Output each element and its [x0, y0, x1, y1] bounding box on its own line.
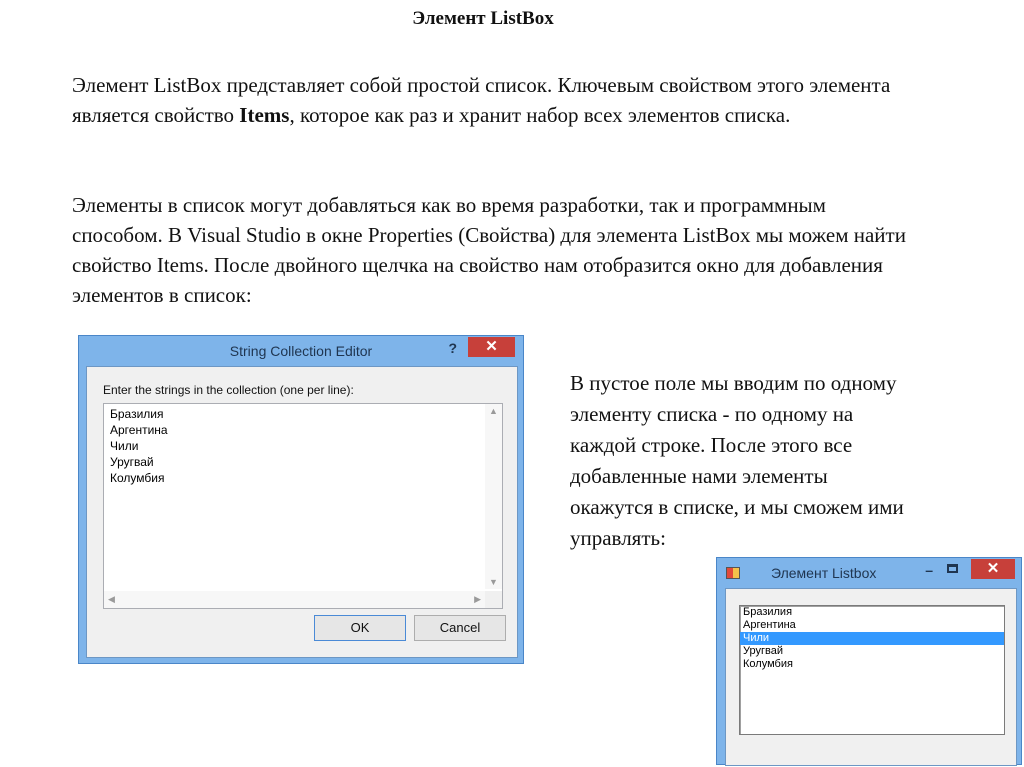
listbox-item[interactable]: Бразилия: [743, 606, 793, 618]
editor-prompt-label: Enter the strings in the collection (one per line):: [103, 383, 354, 397]
intro-items-term: Items: [239, 103, 290, 127]
scrollbar-corner: [485, 591, 502, 608]
strings-lines: [104, 406, 168, 486]
scroll-up-icon[interactable]: ▲: [489, 406, 498, 416]
string-collection-editor-dialog: [78, 335, 524, 664]
editor-line: Аргентина: [110, 423, 168, 437]
strings-textarea[interactable]: [103, 403, 503, 609]
scroll-left-icon[interactable]: ◀: [108, 594, 115, 604]
page-title: Элемент ListBox: [412, 8, 554, 29]
listbox-item[interactable]: Аргентина: [743, 619, 796, 631]
maximize-button[interactable]: [947, 564, 958, 573]
scroll-right-icon[interactable]: ▶: [474, 594, 481, 604]
properties-paragraph: Элементы в список могут добавляться как во время разработки, так и программным способом. В Visual Studio в окне Properties (Свойства) для элемента ListBox мы можем найти свойство Items. После двойного щелчка на свойство нам отобразится окно для добавления элементов в список:: [72, 193, 906, 307]
editor-title: String Collection Editor: [229, 343, 373, 359]
editor-line: Уругвай: [110, 455, 154, 469]
editor-line: Чили: [110, 439, 139, 453]
horizontal-scrollbar[interactable]: [104, 591, 485, 608]
intro-text-end: , которое как раз и хранит набор всех элементов списка.: [289, 103, 791, 127]
form-titlebar[interactable]: [717, 558, 1021, 588]
form-client-area: [725, 588, 1017, 766]
editor-titlebar[interactable]: [79, 336, 523, 366]
cancel-button[interactable]: Cancel: [414, 615, 506, 641]
scroll-down-icon[interactable]: ▼: [489, 577, 498, 587]
editor-close-button[interactable]: ✕: [468, 337, 515, 357]
listbox-item[interactable]: Чили: [740, 632, 1004, 645]
listbox-form-window: [716, 557, 1022, 765]
side-paragraph: В пустое поле мы вводим по одному элементу списка - по одному на каждой строке. После этого все добавленные нами элементы окажутся в списке, и мы сможем ими управлять:: [570, 371, 904, 550]
editor-line: Колумбия: [110, 471, 165, 485]
countries-listbox[interactable]: [739, 605, 1005, 735]
listbox-item[interactable]: Уругвай: [743, 645, 783, 657]
form-title: Элемент Listbox: [771, 565, 877, 581]
intro-text-start: Элемент ListBox представляет собой простой список. Ключевым свойством этого элемента является свойство: [72, 73, 891, 127]
listbox-item[interactable]: Колумбия: [743, 658, 793, 670]
editor-client-area: [86, 366, 518, 658]
editor-line: Бразилия: [110, 407, 164, 421]
form-close-button[interactable]: ✕: [971, 559, 1015, 579]
vertical-scrollbar[interactable]: [485, 404, 502, 589]
ok-button[interactable]: OK: [314, 615, 406, 641]
intro-paragraph: [72, 70, 912, 130]
help-button[interactable]: ?: [448, 340, 457, 356]
app-icon: [726, 567, 740, 579]
minimize-button[interactable]: –: [925, 562, 933, 578]
